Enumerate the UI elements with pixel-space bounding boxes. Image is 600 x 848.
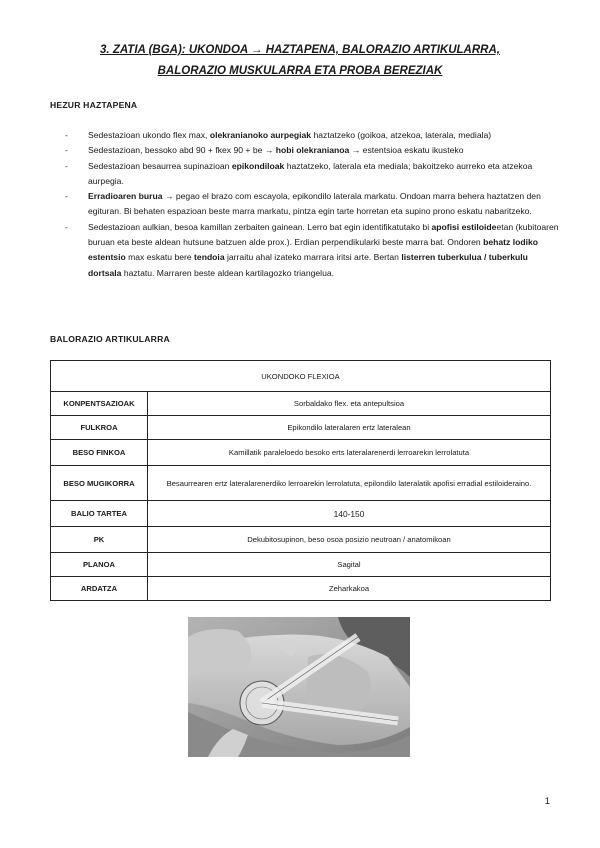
- list-item: - Sedestazioan, bessoko abd 90 + fkex 90 + be → hobi olekranianoa → estentsioa eskatu ikusteko: [50, 143, 560, 158]
- bullet-marker: -: [65, 130, 68, 140]
- table-header-row: [51, 361, 551, 392]
- bullet-marker: -: [65, 160, 68, 171]
- section-heading-hezur: HEZUR HAZTAPENA: [50, 100, 138, 110]
- page-title: [50, 40, 550, 82]
- list-item: - Sedestazioan besaurrea supinazioan epikondiloak haztatzeko, laterala eta mediala; bakoitzeko aurreko eta atzekoa aurpegia.: [65, 160, 533, 186]
- table-cell-key: BESO FINKOA: [51, 440, 148, 466]
- bullet-marker: -: [65, 191, 68, 202]
- table-cell-key: FULKROA: [51, 416, 148, 440]
- list-item: - Sedestazioan ukondo flex max, olekranianoko aurpegiak haztatzeko (goikoa, atzekoa, laterala, mediala): [50, 128, 560, 143]
- table-row: [51, 466, 551, 501]
- bullet-marker: -: [65, 221, 68, 232]
- table-cell-value: Kamillatik paraleloedo besoko erts lateralarenerdi lerroarekin lerrolatuta: [148, 440, 551, 466]
- table-row: [51, 392, 551, 416]
- table-cell-value: Dekubitosupinon, beso osoa posizio neutroan / anatomikoan: [148, 527, 551, 553]
- table-cell-key: BALIO TARTEA: [51, 501, 148, 527]
- list-item: - Erradioaren burua → pegao el brazo com escayola, epikondilo laterala markatu. Ondoan marra behera haztatzen den egituran. Bi behaten espazioan beste marra markatu, pintza egin tarte horretan eta supino prono eskatu nabaritzeko.: [65, 191, 541, 217]
- table-row: [51, 553, 551, 577]
- list-item: - Sedestazioan aulkian, besoa kamillan zerbaiten gainean. Lerro bat egin identifikatutako bi apofisi estiloideetan (kubitoaren buruan eta beste aldean hutsune batzuen alde prox.). Erdian perpendikularki beste marra bat. Ondoren behatz lodiko estentsio max eskatu bere tendoia jarraitu ahal izateko marrara iritsi arte. Bertan listerren tuberkulua / tuberkulu dortsala haztatu. Marraren beste aldean kartilagozko triangelua.: [65, 221, 559, 278]
- page-number: 1: [544, 796, 550, 807]
- table-cell-value: Zeharkakoa: [148, 577, 551, 601]
- table-cell-value: Epikondilo lateralaren ertz lateralean: [148, 416, 551, 440]
- bullet-marker: -: [65, 145, 68, 156]
- table-cell-key: BESO MUGIKORRA: [51, 466, 148, 501]
- table-row: [51, 527, 551, 553]
- hezur-bullet-list: [50, 128, 560, 281]
- table-row: [51, 440, 551, 466]
- table-cell-key: ARDATZA: [51, 577, 148, 601]
- goniometer-photo: [188, 617, 410, 757]
- table-cell-value: Sorbaldako flex. eta antepultsioa: [148, 392, 551, 416]
- table-cell-value: Besaurrearen ertz lateralarenerdiko lerroarekin lerrolatuta, epilondilo lateralatik apofisi erradial estiloideraino.: [148, 466, 551, 501]
- table-cell-key: KONPENTSAZIOAK: [51, 392, 148, 416]
- goniometer-photo-illustration: [188, 617, 410, 757]
- table-cell-value: 140-150: [148, 501, 551, 527]
- table-cell-key: PK: [51, 527, 148, 553]
- table-row: [51, 501, 551, 527]
- title-line-1: 3. ZATIA (BGA): UKONDOA → HAZTAPENA, BALORAZIO ARTIKULARRA,: [100, 44, 500, 56]
- table-row: [51, 577, 551, 601]
- articular-table: [50, 360, 551, 601]
- table-cell-value: Sagital: [148, 553, 551, 577]
- table-row: [51, 416, 551, 440]
- section-heading-artikular: BALORAZIO ARTIKULARRA: [50, 334, 170, 344]
- table-header: UKONDOKO FLEXIOA: [51, 361, 551, 392]
- table-cell-key: PLANOA: [51, 553, 148, 577]
- title-line-2: BALORAZIO MUSKULARRA ETA PROBA BEREZIAK: [157, 65, 443, 77]
